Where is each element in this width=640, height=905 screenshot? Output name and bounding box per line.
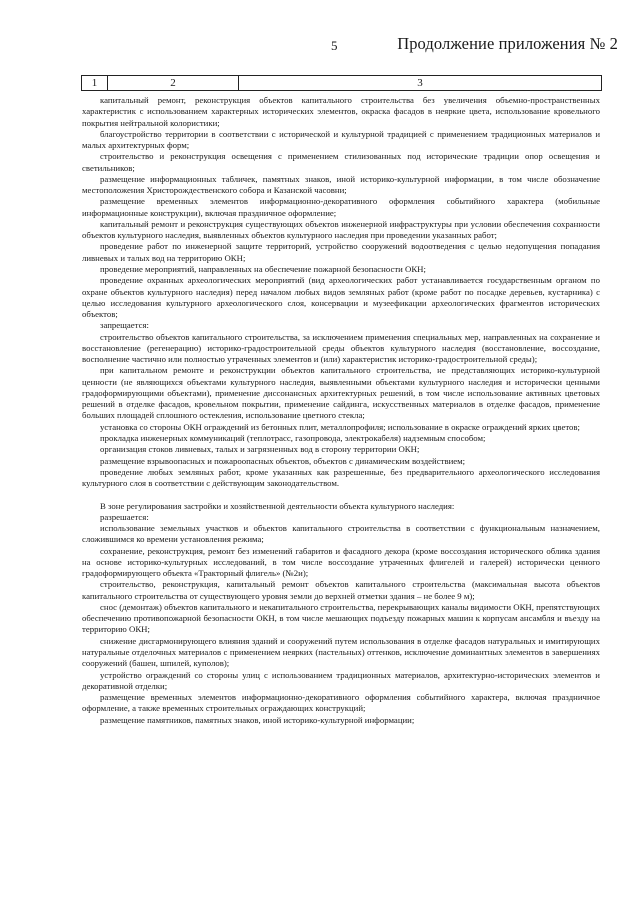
paragraph: размещение взрывоопасных и пожароопасных объектов, объектов с динамическим воздействием; <box>100 455 466 466</box>
paragraph: проведение работ по инженерной защите территорий, устройство сооружений водоотведения с целью недопущения попадания ливневых и талых вод на территорию ОКН; <box>82 241 600 263</box>
paragraph: проведение охранных археологических мероприятий (вид археологических работ устанавливается государственным органом по охране объектов культурного наследия) перед началом любых видов земляных работ (кроме работ по посадке деревьев, кустарника) с целью исследования культурного археологического слоя, консервации и музеефикации археологических фрагментов исторических объектов; <box>82 275 600 320</box>
paragraph: благоустройство территории в соответствии с исторической и культурной традицией с применением традиционных материалов и малых архитектурных форм; <box>82 128 600 151</box>
paragraph: снижение дисгармонирующего влияния зданий и сооружений путем использования в отделке фасадов натуральных и имитирующих натуральные отделочных материалов с применением неярких (пастельных) оттенков, исключение доминантных элементов в завершениях сооружений (башен, шпилей, куполов); <box>82 635 600 669</box>
column-header-2: 2 <box>108 76 239 90</box>
page-header <box>0 34 640 58</box>
paragraph: организация стоков ливневых, талых и загрязненных вод в сторону территории ОКН; <box>100 444 420 455</box>
paragraph: снос (демонтаж) объектов капитального и некапитального строительства, перекрывающих каналы видимости ОКН, препятствующих обеспечению противопожарной безопасности ОКН, в том числе мешающих подъезду пожарных машин к корпусам ансамбля и въезду на территорию ОКН; <box>82 601 600 635</box>
column-header-3: 3 <box>417 77 423 89</box>
appendix-title: Продолжение приложения № 2 <box>397 34 618 53</box>
paragraph: размещение временных элементов информационно-декоративного оформления событийного характера (мобильные информационные конструкции), включая праздничное оформление; <box>82 196 600 218</box>
section-gap <box>82 489 600 500</box>
paragraph: В зоне регулирования застройки и хозяйственной деятельности объекта культурного наследия: <box>100 500 455 511</box>
paragraph: размещение временных элементов информационно-декоративного оформления событийного характера, включая праздничное оформление, а также временных строительных ограждающих конструкций; <box>82 692 600 714</box>
paragraph: сохранение, реконструкция, ремонт без изменений габаритов и фасадного декора (кроме воссоздания исторического облика здания на основе историко-культурных исследований, в том числе воссоздание утраченных флигелей и галерей) исторически ценного градоформирующего объекта «Тракторный флигель» (№2и); <box>82 545 600 579</box>
paragraph: капитальный ремонт, реконструкция объектов капитального строительства без увеличения объемно-пространственных характеристик с использованием характерных исторических элементов, окраска фасадов в неяркие цвета, использование кровельного покрытия нейтральной колористики; <box>82 95 600 128</box>
paragraph: проведение мероприятий, направленных на обеспечение пожарной безопасности ОКН; <box>100 263 426 274</box>
column-header-row <box>81 75 602 91</box>
paragraph: установка со стороны ОКН ограждений из бетонных плит, металлопрофиля; использование в окраске ограждений ярких цветов; <box>100 421 580 432</box>
paragraph: разрешается: <box>100 511 149 522</box>
paragraph: запрещается: <box>100 320 149 331</box>
paragraph: прокладка инженерных коммуникаций (теплотрасс, газопровода, электрокабеля) надземным способом; <box>100 432 486 443</box>
paragraph: размещение памятников, памятных знаков, иной историко-культурной информации; <box>100 714 415 725</box>
paragraph: устройство ограждений со стороны улиц с использованием традиционных материалов, архитектурно-исторических элементов и декоративной отделки; <box>82 669 600 691</box>
paragraph: строительство и реконструкция освещения с применением стилизованных под исторические традиции опор освещения и светильников; <box>82 151 600 173</box>
protection-zone-section <box>82 95 600 489</box>
paragraph: размещение информационных табличек, памятных знаков, иной историко-культурной информации, в том числе обозначение местоположения Христорождественского собора и Казанской часовни; <box>82 173 600 196</box>
document-body <box>82 95 600 726</box>
paragraph: проведение любых земляных работ, кроме указанных как разрешенные, без предварительного археологического исследования культурного слоя в соответствии с действующим законодательством. <box>82 466 600 489</box>
paragraph: при капитальном ремонте и реконструкции объектов капитального строительства, не представляющих историко-культурной ценности (не являющихся объектами культурного наследия, выявленными объектами культурного наследия и исторически ценными градоформирующими объектами), применение диссонансных архитектурных решений, в том числе использование активных цветовых решений в отделке фасадов, кровельном покрытии, применение сайдинга, искусственных материалов в отделке фасадов, применение больших площадей сплошного остекления, использование цветного стекла; <box>82 365 600 421</box>
paragraph: строительство, реконструкция, капитальный ремонт объектов капитального строительства (максимальная высота объектов капитального строительства от существующего уровня земли до верхней отметки здания – не более 9 м); <box>82 579 600 601</box>
column-header-1: 1 <box>82 76 108 90</box>
regulation-zone-section <box>82 501 600 726</box>
page-number: 5 <box>331 38 338 53</box>
paragraph: строительство объектов капитального строительства, за исключением применения специальных мер, направленных на сохранение и восстановление (регенерацию) историко-градостроительной среды объектов культурного наследия (восстановление, воссоздание, восполнение частично или полностью утраченных элементов и (или) характеристик историко-градостроительной среды); <box>82 331 600 365</box>
paragraph: использование земельных участков и объектов капитального строительства в соответствии с функциональным назначением, сложившимся ко времени установления режима; <box>82 523 600 545</box>
paragraph: капитальный ремонт и реконструкция существующих объектов инженерной инфраструктуры при условии обеспечения сохранности объектов культурного наследия, выявленных объектов культурного наследия при проведении указанных работ; <box>82 218 600 241</box>
